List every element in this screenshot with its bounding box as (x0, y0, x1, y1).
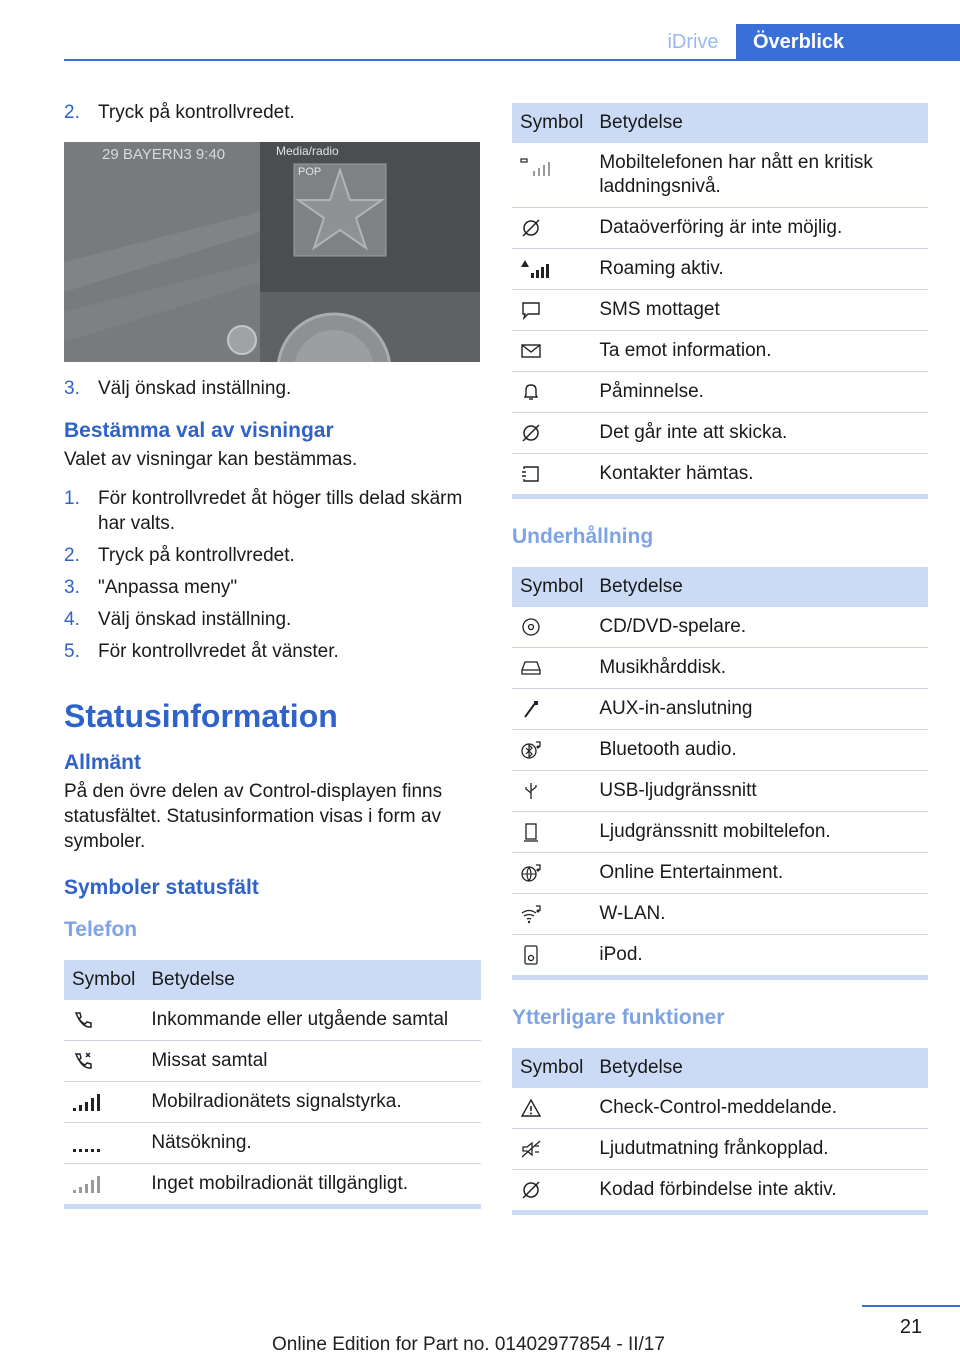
wlan-icon (520, 904, 542, 924)
table-row (512, 648, 928, 689)
symbol-meaning: iPod. (599, 944, 643, 965)
step-text: Tryck på kontrollvredet. (98, 102, 295, 123)
step-item (64, 639, 481, 664)
symbol-meaning: Roaming aktiv. (591, 249, 928, 290)
column-header-symbol: Symbol (64, 960, 143, 1000)
symbol-meaning: AUX-in-anslutning (591, 689, 928, 730)
symbol-meaning: Bluetooth audio. (591, 730, 928, 771)
step-number: 3. (64, 378, 80, 399)
table-row (64, 1041, 481, 1082)
column-header-meaning: Betydelse (591, 1048, 928, 1088)
step-number: 4. (64, 609, 80, 630)
table-row (64, 1123, 481, 1164)
header-rule (64, 59, 960, 61)
step-list-view (64, 486, 481, 664)
step-text: "Anpassa meny" (98, 577, 238, 598)
page-number: 21 (899, 1316, 923, 1338)
phone-symbol-table-continued (512, 103, 928, 494)
symbol-meaning: Påminnelse. (591, 372, 928, 413)
table-row (512, 935, 928, 976)
table-header-row (512, 103, 928, 143)
table-row (512, 454, 928, 495)
symbol-meaning: Det går inte att skicka. (591, 413, 928, 454)
symbol-meaning: Ta emot information. (591, 331, 928, 372)
usb-icon (520, 781, 542, 801)
step-number: 2. (64, 545, 80, 566)
heading-entertainment: Underhållning (512, 525, 654, 548)
online-entertainment-icon (520, 863, 542, 883)
step-number: 3. (64, 577, 80, 598)
step-number: 1. (64, 488, 80, 509)
symbol-meaning: Musikhårddisk. (591, 648, 928, 689)
mail-icon (520, 341, 542, 361)
table-end-rule (512, 494, 928, 499)
step-text: För kontrollvredet åt höger tills delad skärm har valts. (98, 488, 463, 534)
column-header-symbol: Symbol (512, 1048, 591, 1088)
entertainment-symbol-table (512, 567, 928, 975)
table-header-row (512, 1048, 928, 1088)
table-row (512, 143, 928, 208)
pop-label: POP (298, 166, 322, 178)
symbol-meaning: Online Entertainment. (591, 853, 928, 894)
column-header-meaning: Betydelse (591, 103, 928, 143)
column-header-symbol: Symbol (512, 103, 591, 143)
aux-icon (520, 699, 542, 719)
ipod-icon (520, 945, 542, 965)
heading-more-functions: Ytterligare funktioner (512, 1006, 725, 1029)
harddisk-icon (520, 658, 542, 678)
roaming-icon (520, 259, 550, 279)
missed-call-icon (72, 1051, 94, 1071)
table-row (512, 331, 928, 372)
table-row (512, 812, 928, 853)
table-row (512, 208, 928, 249)
footer-rule (862, 1305, 960, 1307)
send-failed-icon (520, 423, 542, 443)
table-row (512, 1088, 928, 1129)
symbol-meaning: SMS mottaget (591, 290, 928, 331)
edition-note: Online Edition for Part no. 01402977854 - II/17 (272, 1334, 665, 1355)
sms-icon (520, 300, 542, 320)
left-column (64, 100, 481, 1209)
step-item (64, 100, 481, 125)
table-row (512, 249, 928, 290)
step-item (64, 607, 481, 632)
column-header-symbol: Symbol (512, 567, 591, 607)
table-row (512, 372, 928, 413)
heading-general: Allmänt (64, 751, 142, 774)
symbol-meaning: Missat samtal (143, 1041, 481, 1082)
table-row (512, 853, 928, 894)
step-item (64, 575, 481, 600)
battery-critical-icon (520, 157, 550, 177)
step-text: Välj önskad inställning. (98, 609, 292, 630)
heading-status-symbols: Symboler statusfält (64, 876, 259, 899)
right-column (512, 103, 928, 1215)
step-text: Tryck på kontrollvredet. (98, 545, 295, 566)
symbol-meaning: Mobiltelefonen har nått en kritisk laddningsnivå. (591, 143, 928, 208)
network-search-icon (72, 1133, 102, 1153)
more-symbol-table (512, 1048, 928, 1210)
table-end-rule (512, 975, 928, 980)
table-end-rule (512, 1210, 928, 1215)
symbol-meaning: CD/DVD-spelare. (591, 607, 928, 648)
table-row (512, 894, 928, 935)
symbol-meaning: Nätsökning. (143, 1123, 481, 1164)
symbol-meaning: Kontakter hämtas. (599, 463, 754, 484)
table-row (64, 1082, 481, 1123)
symbol-meaning: Mobilradionätets signalstyrka. (143, 1082, 481, 1123)
tab-idrive[interactable]: iDrive (667, 31, 719, 53)
heading-view-selection: Bestämma val av visningar (64, 419, 334, 442)
bell-icon (520, 382, 542, 402)
table-row (512, 413, 928, 454)
table-row (512, 771, 928, 812)
signal-strength-icon (72, 1092, 102, 1112)
warning-icon (520, 1098, 542, 1118)
radio-station-label: 29 BAYERN3 9:40 (102, 146, 226, 163)
no-data-icon (520, 218, 542, 238)
unencrypted-icon (520, 1180, 542, 1200)
step-text: För kontrollvredet åt vänster. (98, 641, 339, 662)
symbol-meaning: W-LAN. (591, 894, 928, 935)
contacts-icon (520, 464, 542, 484)
table-row (512, 607, 928, 648)
table-row (512, 1170, 928, 1211)
step-item (64, 376, 481, 401)
symbol-meaning: Ljudutmatning frånkopplad. (591, 1129, 928, 1170)
symbol-meaning: Inkommande eller utgående samtal (143, 1000, 481, 1041)
phone-symbol-table (64, 960, 481, 1204)
table-row (512, 290, 928, 331)
table-row (64, 1164, 481, 1205)
paragraph-general: På den övre delen av Control-displayen finns statusfältet. Statusinformation visas i form av symboler. (64, 781, 443, 852)
table-row (512, 1129, 928, 1170)
heading-phone: Telefon (64, 918, 138, 941)
symbol-meaning: Check-Control-meddelande. (591, 1088, 928, 1129)
step-item (64, 486, 481, 536)
page-header (0, 0, 960, 62)
step-text: Välj önskad inställning. (98, 378, 292, 399)
media-radio-label: Media/radio (276, 144, 339, 158)
paragraph-view-selection: Valet av visningar kan bestämmas. (64, 449, 358, 470)
column-header-meaning: Betydelse (591, 567, 928, 607)
bluetooth-audio-icon (520, 740, 542, 760)
table-header-row (512, 567, 928, 607)
tab-overview[interactable]: Överblick (736, 24, 960, 60)
symbol-meaning: Ljudgränssnitt mobiltelefon. (591, 812, 928, 853)
cd-icon (520, 617, 542, 637)
phone-audio-icon (520, 822, 542, 842)
table-row (64, 1000, 481, 1041)
table-row (512, 689, 928, 730)
symbol-meaning: Kodad förbindelse inte aktiv. (599, 1179, 837, 1200)
idrive-screenshot (64, 142, 480, 362)
step-item (64, 543, 481, 568)
step-number: 2. (64, 102, 80, 123)
symbol-meaning: Dataöverföring är inte möjlig. (591, 208, 928, 249)
mute-icon (520, 1139, 542, 1159)
column-header-meaning: Betydelse (143, 960, 481, 1000)
phone-call-icon (72, 1010, 94, 1030)
table-end-rule (64, 1204, 481, 1209)
step-number: 5. (64, 641, 80, 662)
heading-status-information: Statusinformation (64, 698, 338, 734)
symbol-meaning: USB-ljudgränssnitt (591, 771, 928, 812)
no-network-icon (72, 1174, 102, 1194)
table-header-row (64, 960, 481, 1000)
symbol-meaning: Inget mobilradionät tillgängligt. (151, 1173, 409, 1194)
table-row (512, 730, 928, 771)
